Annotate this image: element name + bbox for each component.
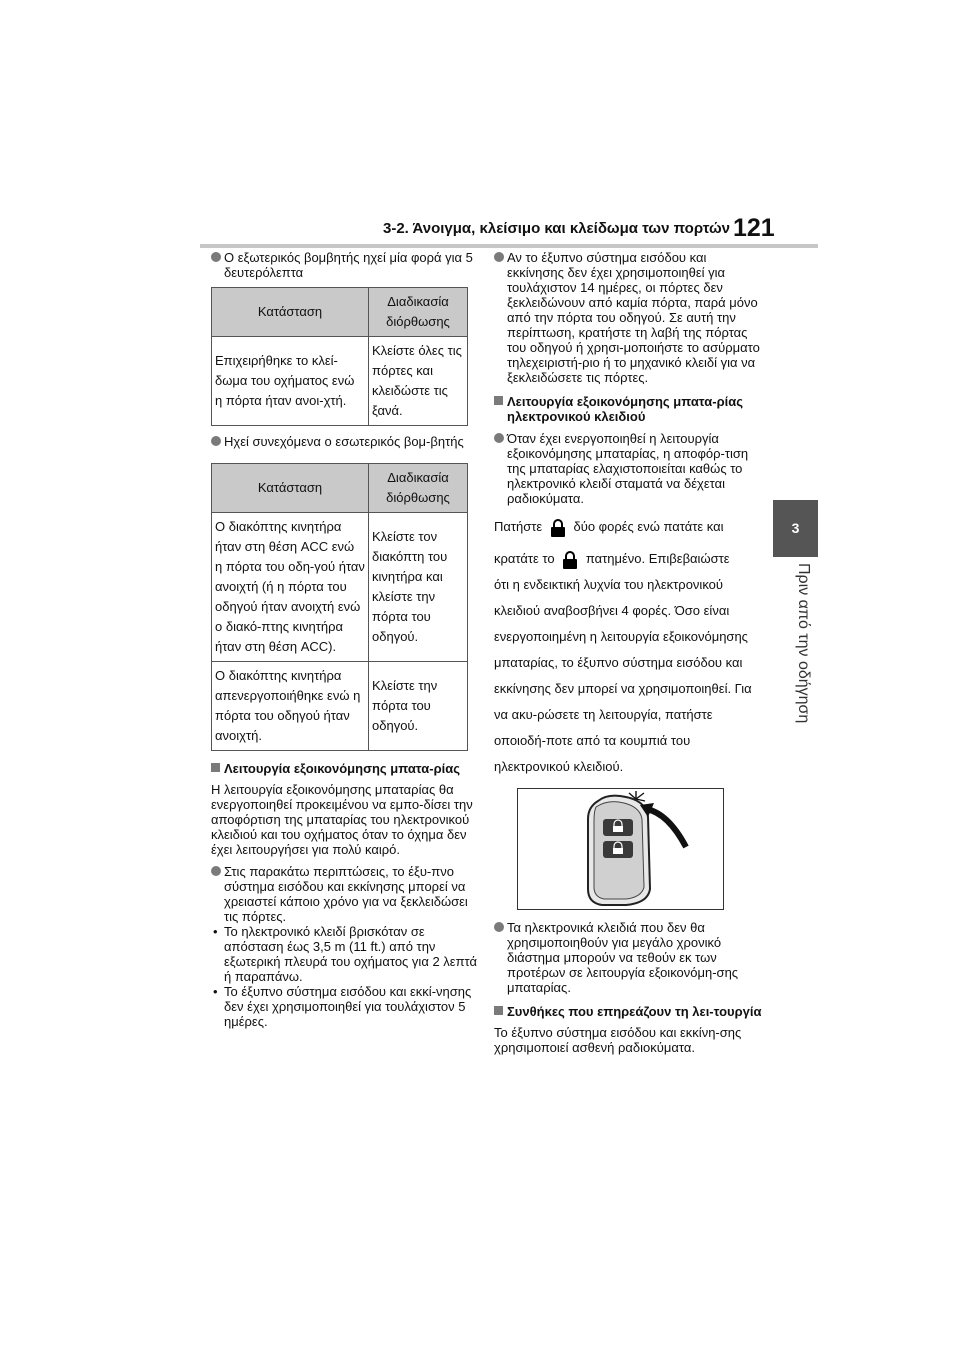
right-column xyxy=(494,250,764,1055)
key-fob-icon xyxy=(518,789,723,909)
table-cell: Κλείστε όλες τις πόρτες και κλειδώστε τις ξανά. xyxy=(369,337,468,426)
bullet-item: Ο εξωτερικός βομβητής ηχεί μία φορά για 5 δευτερόλεπτα xyxy=(211,250,481,280)
paragraph: Η λειτουργία εξοικονόμησης μπαταρίας θα ενεργοποιηθεί προκειμένου να εμπο-δίσει την αποφόρτιση της μπαταρίας του ηλεκτρονικού κλειδιού και του οχήματος όταν το όχημα δεν έχει λειτουργήσει για πολύ καιρό. xyxy=(211,782,473,857)
bullet-item: Τα ηλεκτρονικά κλειδιά που δεν θα χρησιμοποιηθούν για μεγάλο χρονικό διάστημα μπορούν να τεθούν εκ των προτέρων σε λειτουργία εξοικονόμη-σης μπαταρίας. xyxy=(494,920,764,995)
lock-button-icon xyxy=(550,518,566,538)
table-header: Διαδικασία διόρθωσης xyxy=(369,288,468,337)
list-item: • Το ηλεκτρονικό κλειδί βρισκόταν σε απόσταση έως 3,5 m (11 ft.) από την εξωτερική πλευρά του οχήματος για 2 λεπτά ή παραπάνω. xyxy=(213,924,478,984)
left-column xyxy=(211,250,481,1029)
procedure-text xyxy=(494,514,764,780)
troubleshoot-table-2 xyxy=(211,463,468,751)
paragraph: Το έξυπνο σύστημα εισόδου και εκκίνη-σης χρησιμοποιεί ασθενή ραδιοκύματα. xyxy=(494,1025,742,1055)
table-cell: Κλείστε την πόρτα του οδηγού. xyxy=(369,662,468,751)
table-row xyxy=(212,337,468,426)
bullet-item: Όταν έχει ενεργοποιηθεί η λειτουργία εξοικονόμησης μπαταρίας, η αποφόρ-τιση της μπαταρίας ελαχιστοποιείται καθώς το ηλεκτρονικό κλειδί σταματά να δέχεται ραδιοκύματα. xyxy=(494,431,764,506)
bullet-dot-icon xyxy=(494,252,504,262)
table-cell: Ο διακόπτης κινητήρα ήταν στη θέση ACC ενώ η πόρτα του οδη-γού ήταν ανοιχτή (ή η πόρτα του οδηγού ήταν ανοιχτή ενώ ο διακό-πτης κινητήρα ήταν στη θέση ACC). xyxy=(212,513,369,662)
bullet-dot-icon xyxy=(211,436,221,446)
header-rule xyxy=(200,244,818,248)
press-line-1: Πατήστε δύο φορές ενώ πατάτε και xyxy=(494,514,764,540)
troubleshoot-table-1 xyxy=(211,287,468,426)
bullet-dot-icon xyxy=(494,433,504,443)
table-cell: Επιχειρήθηκε το κλεί-δωμα του οχήματος ενώ η πόρτα ήταν ανοι-χτή. xyxy=(212,337,369,426)
bullet-dot-icon xyxy=(211,252,221,262)
bullet-item: Ηχεί συνεχόμενα ο εσωτερικός βομ-βητής xyxy=(211,434,481,449)
table-header: Διαδικασία διόρθωσης xyxy=(369,464,468,513)
subsection-heading: Λειτουργία εξοικονόμησης μπατα-ρίας ηλεκτρονικού κλειδιού xyxy=(494,394,764,424)
subsection-heading: Συνθήκες που επηρεάζουν τη λει-τουργία xyxy=(494,1004,764,1019)
square-bullet-icon xyxy=(494,396,503,405)
section-title: 3-2. Άνοιγμα, κλείσιμο και κλείδωμα των πορτών xyxy=(383,220,730,237)
table-header: Κατάσταση xyxy=(212,288,369,337)
table-row xyxy=(212,662,468,751)
lock-button-icon xyxy=(562,550,578,570)
square-bullet-icon xyxy=(211,763,220,772)
bullet-dot-icon xyxy=(494,922,504,932)
table-header: Κατάσταση xyxy=(212,464,369,513)
bullet-dot-icon xyxy=(211,866,221,876)
page-number: 121 xyxy=(733,214,775,242)
chapter-tab: 3 xyxy=(773,500,818,557)
subsection-heading: Λειτουργία εξοικονόμησης μπατα-ρίας xyxy=(211,761,481,776)
key-fob-illustration xyxy=(517,788,724,910)
press-line-2: κρατάτε το πατημένο. Επιβεβαιώστε xyxy=(494,546,764,572)
table-row xyxy=(212,513,468,662)
bullet-item: Αν το έξυπνο σύστημα εισόδου και εκκίνησης δεν έχει χρησιμοποιηθεί για τουλάχιστον 14 ημέρες, οι πόρτες δεν ξεκλειδώνουν από καμία πόρτα, παρά μόνο από την πόρτα του οδηγού. Σε αυτή την περίπτωση, κρατήστε τη λαβή της πόρτας του οδηγού ή χρησι-μοποιήστε το ασύρματο τηλεχειριστή-ριο ή το μηχανικό κλειδί για να ξεκλειδώσετε τις πόρτες. xyxy=(494,250,764,385)
bullet-item: Στις παρακάτω περιπτώσεις, το έξυ-πνο σύστημα εισόδου και εκκίνησης μπορεί να χρειαστεί κάποιο χρόνο για να ξεκλειδώσει τις πόρτες. xyxy=(211,864,481,924)
square-bullet-icon xyxy=(494,1006,503,1015)
chapter-label: Πριν από την οδήγηση xyxy=(795,563,812,724)
paragraph: ότι η ενδεικτική λυχνία του ηλεκτρονικού κλειδιού αναβοσβήνει 4 φορές. Όσο είναι ενεργοποιημένη η λειτουργία εξοικονόμησης μπαταρίας, το έξυπνο σύστημα εισόδου και εκκίνησης δεν μπορεί να χρησιμοποιηθεί. Για να ακυ-ρώσετε τη λειτουργία, πατήστε οποιοδή-ποτε από τα κουμπιά του ηλεκτρονικού κλειδιού. xyxy=(494,577,752,774)
list-item: • Το έξυπνο σύστημα εισόδου και εκκί-νησης δεν έχει χρησιμοποιηθεί για τουλάχιστον 5 ημέρες. xyxy=(213,984,472,1029)
table-cell: Ο διακόπτης κινητήρα απενεργοποιήθηκε ενώ η πόρτα του οδηγού ήταν ανοιχτή. xyxy=(212,662,369,751)
table-cell: Κλείστε τον διακόπτη του κινητήρα και κλείστε την πόρτα του οδηγού. xyxy=(369,513,468,662)
